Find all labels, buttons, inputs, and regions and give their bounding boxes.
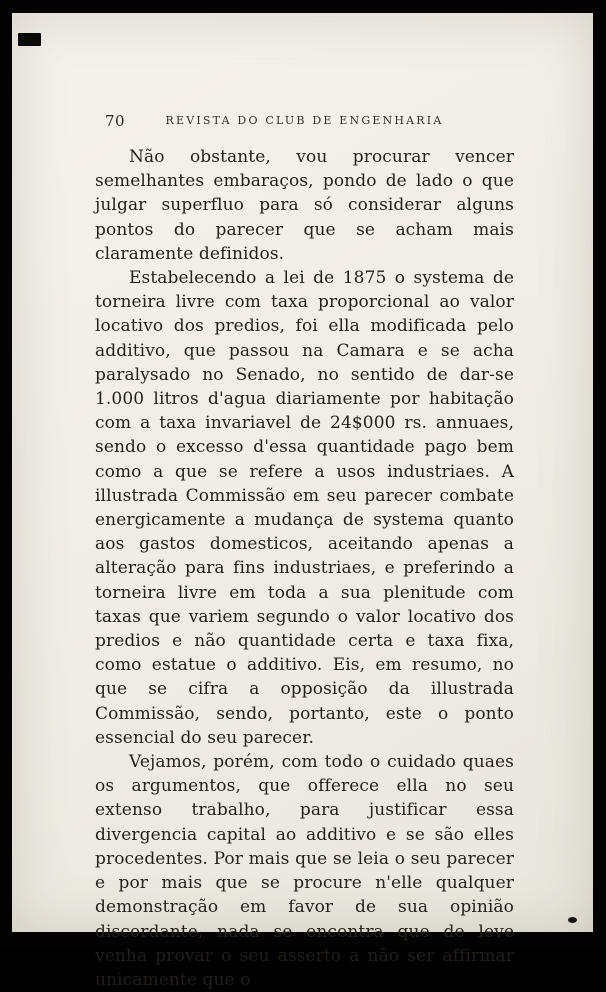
journal-title: REVISTA DO CLUB DE ENGENHARIA [165, 114, 444, 127]
scan-speck [568, 917, 577, 923]
paragraph-2: Estabelecendo a lei de 1875 o systema de torneira livre com taxa proporcional ao valor locativo dos predios, foi ella modificada pelo additivo, que passou na Camara e se acha paralysado no Senado, no sentido de dar-se 1.000 litros d'agua diariamente por habitação com a taxa invariavel de 24$000 rs. annuaes, sendo o excesso d'essa quantidade pago bem como a que se refere a usos industriaes. A illustrada Commissão em seu parecer combate energicamente a mudança de systema quanto aos gastos domesticos, aceitando apenas a alteração para fins industriaes, e preferindo a torneira livre em toda a sua plenitude com taxas que variem segundo o valor locativo dos predios e não quantidade certa e taxa fixa, como estatue o additivo. Eis, em resumo, no que se cifra a opposição da illustrada Commissão, sendo, portanto, este o ponto essencial do seu parecer. [95, 268, 514, 748]
book-page [12, 13, 593, 990]
scan-artifact-mark [18, 33, 41, 46]
paragraph-3: Vejamos, porém, com todo o cuidado quaes os argumentos, que offerece ella no seu extenso trabalho, para justificar essa divergencia capital ao additivo e se são elles procedentes. Por mais que se leia o seu parecer e por mais que se procure n'elle qualquer demonstração em favor de sua opinião discordante, nada se encontra que de leve venha provar o seu asserto a não ser affirmar unicamente que o [95, 752, 514, 990]
page-body [95, 145, 514, 992]
running-header [95, 110, 514, 130]
paragraph-1: Não obstante, vou procurar vencer semelhantes embaraços, pondo de lado o que julgar superfluo para só considerar alguns pontos do parecer que se acham mais claramente definidos. [95, 147, 514, 264]
page-number: 70 [105, 112, 126, 130]
